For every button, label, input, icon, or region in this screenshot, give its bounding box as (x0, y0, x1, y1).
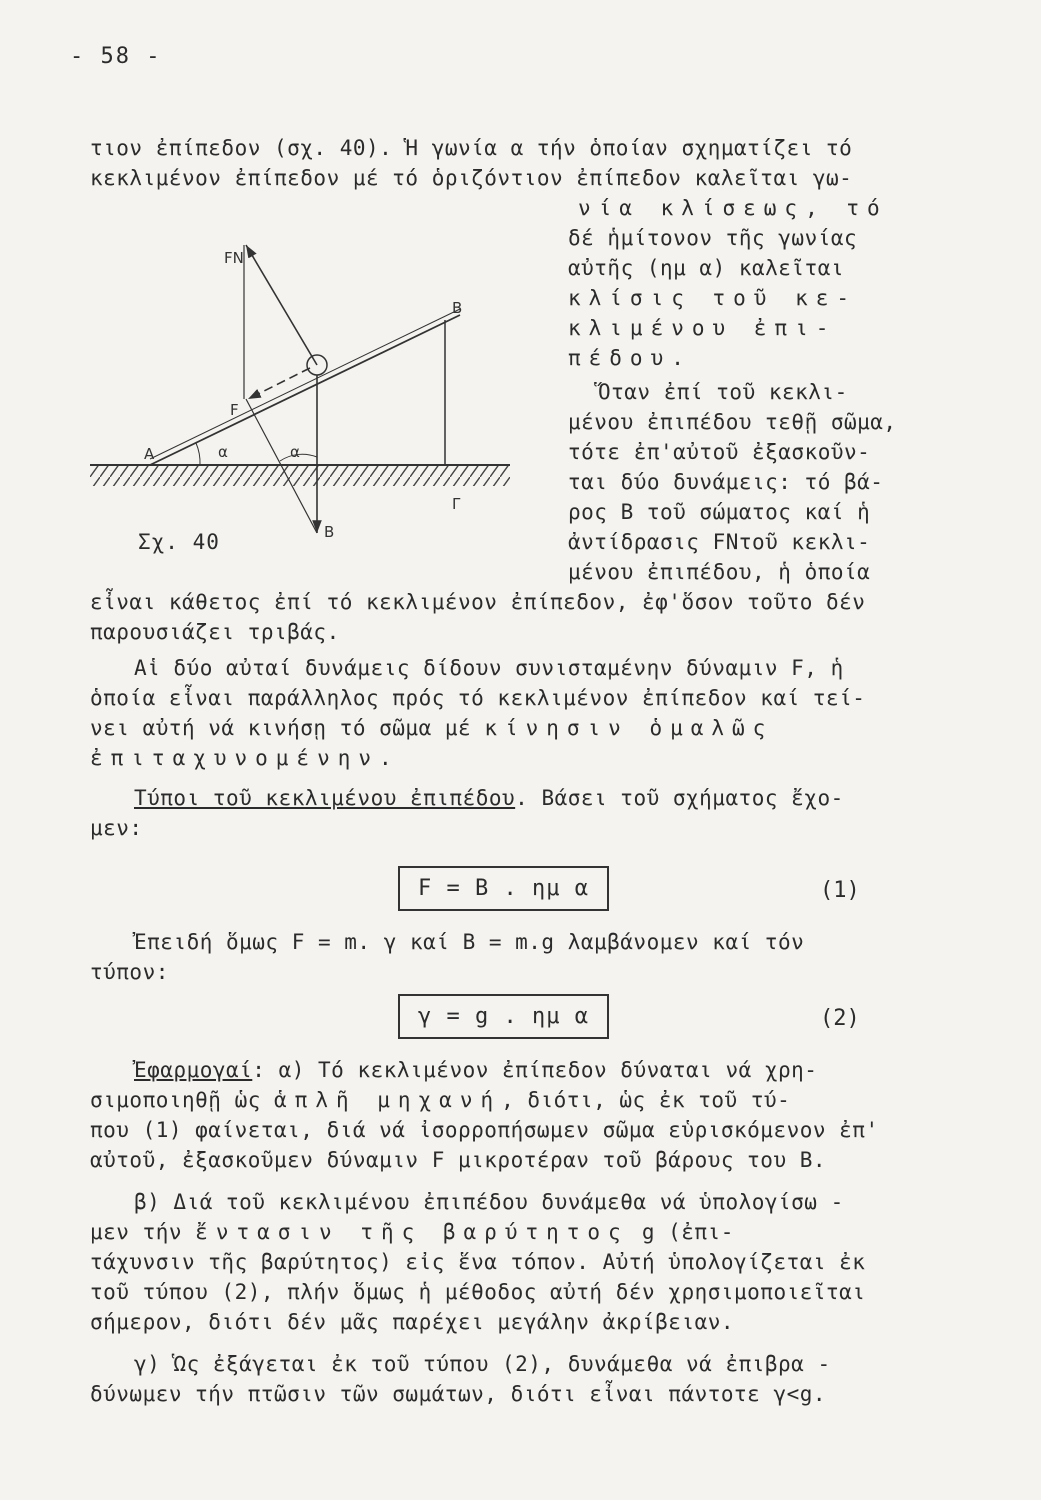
incline-line-upper (150, 309, 460, 459)
text-line: κλιμένου ἐπι- (568, 316, 837, 340)
figure-caption: Σχ. 40 (138, 530, 220, 554)
text-segment: νει αὐτή νά κινήσῃ τό σῶμα μέ (90, 716, 472, 740)
text-line (90, 716, 773, 740)
text-segment: : α) Τό κεκλιμένον ἐπίπεδον δύναται νά χρη- (252, 1058, 818, 1082)
text-segment: , διότι, ὡς ἐκ τοῦ τύ- (501, 1088, 791, 1112)
text-line: Ἐπειδή ὅμως F = m. γ καί B = m.g λαμβάνομεν καί τόν (134, 930, 805, 954)
text-segment: g (ἐπι- (628, 1220, 734, 1244)
inclined-plane-diagram (80, 225, 540, 565)
label-gamma: Γ (452, 495, 461, 513)
label-f: F (230, 401, 239, 419)
formula-1-number: (1) (820, 878, 860, 903)
text-line: δέ ἡμίτονον τῆς γωνίας (568, 226, 858, 250)
text-line: εἶναι κάθετος ἐπί τό κεκλιμένον ἐπίπεδον, ἐφ'ὅσον τοῦτο δέν (90, 590, 866, 614)
text-line: μένου ἐπιπέδου τεθῇ σῶμα, (568, 410, 897, 434)
text-line: ρος Β τοῦ σώματος καί ἡ (568, 500, 871, 524)
text-line: δύνωμεν τήν πτῶσιν τῶν σωμάτων, διότι εἶναι πάντοτε γ<g. (90, 1382, 827, 1406)
label-alpha-2: α (290, 443, 300, 461)
text-line: αὐτοῦ, ἐξασκοῦμεν δύναμιν F μικροτέραν τοῦ βάρους του Β. (90, 1148, 827, 1172)
emphasized-text: κίνησιν ὁμαλῶς (484, 716, 774, 740)
text-line: γ) Ὡς ἐξάγεται ἐκ τοῦ τύπου (2), δυνάμεθα νά ἐπιβρα - (134, 1352, 831, 1376)
normal-vector (246, 245, 317, 365)
text-line: αὐτῆς (ημ α) καλεῖται (568, 256, 845, 280)
section-heading: Τύποι τοῦ κεκλιμένου ἐπιπέδου (134, 786, 516, 810)
resultant-vector (248, 368, 310, 399)
text-line: μένου ἐπιπέδου, ἡ ὁποία (568, 560, 871, 584)
text-segment: σιμοποιηθῇ ὡς (90, 1088, 261, 1112)
text-line (90, 1088, 790, 1112)
label-alpha-1: α (218, 443, 228, 461)
formula-2: γ = g . ημ α (398, 994, 609, 1039)
text-line (134, 1058, 817, 1082)
text-line: μεν: (90, 816, 143, 840)
figure-inclined-plane (80, 225, 540, 565)
text-line: τιον ἐπίπεδον (σχ. 40). Ἡ γωνία α τήν ὁποίαν σχηματίζει τό (90, 136, 853, 160)
text-line (134, 786, 844, 810)
text-line: ὁποία εἶναι παράλληλος πρός τό κεκλιμένον ἐπίπεδον καί τεί- (90, 686, 866, 710)
text-line: κεκλιμένον ἐπίπεδον μέ τό ὁριζόντιον ἐπίπεδον καλεῖται γω- (90, 166, 853, 190)
text-line: Αἱ δύο αὐταί δυνάμεις δίδουν συνισταμένην δύναμιν F, ἡ (134, 656, 844, 680)
text-line: β) Διά τοῦ κεκλιμένου ἐπιπέδου δυνάμεθα νά ὑπολογίσω - (134, 1190, 844, 1214)
text-line: νία κλίσεως, τό (578, 196, 888, 220)
incline-line (150, 315, 460, 465)
page-number: - 58 - (70, 44, 162, 69)
text-line: τύπον: (90, 960, 169, 984)
emphasized-text: ἔντασιν τῆς βαρύτητος (195, 1220, 629, 1244)
label-b-top: B (452, 299, 463, 317)
emphasized-text: ἁπλῆ μηχανή (274, 1088, 502, 1112)
text-line: ἐπιταχυνομένην. (90, 746, 400, 770)
angle-mark (196, 443, 200, 465)
text-line: ἀντίδρασις FΝτοῦ κεκλι- (568, 530, 871, 554)
formula-1: F = B . ημ α (398, 866, 609, 911)
text-line: σήμερον, διότι δέν μᾶς παρέχει μεγάλην ἀκρίβειαν. (90, 1310, 735, 1334)
text-line: τοῦ τύπου (2), πλήν ὅμως ἡ μέθοδος αὐτή δέν χρησιμοποιεῖται (90, 1280, 866, 1304)
text-segment: μεν τήν (90, 1220, 183, 1244)
text-segment: . Βάσει τοῦ σχήματος ἔχο- (515, 786, 844, 810)
text-line: που (1) φαίνεται, διά νά ἰσορροπήσωμεν σῶμα εὑρισκόμενον ἐπ' (90, 1118, 879, 1142)
text-line: ται δύο δυνάμεις: τό βά- (568, 470, 884, 494)
label-a: A (144, 445, 155, 463)
text-line: τότε ἐπ'αὐτοῦ ἐξασκοῦν- (568, 440, 871, 464)
text-line: κλίσις τοῦ κε- (568, 286, 858, 310)
text-line: τάχυνσιν τῆς βαρύτητος) εἰς ἕνα τόπον. Αὐτή ὑπολογίζεται ἐκ (90, 1250, 866, 1274)
section-heading: Ἐφαρμογαί (134, 1058, 253, 1082)
text-line: παρουσιάζει τριβάς. (90, 620, 340, 644)
text-line (90, 1220, 734, 1244)
formula-2-number: (2) (820, 1006, 860, 1031)
label-b-weight: B (324, 523, 335, 541)
text-line: Ὅταν ἐπί τοῦ κεκλι- (598, 380, 848, 404)
text-line: πέδου. (568, 346, 692, 370)
ground-hatch (90, 466, 510, 486)
label-fn: FN (224, 249, 244, 267)
